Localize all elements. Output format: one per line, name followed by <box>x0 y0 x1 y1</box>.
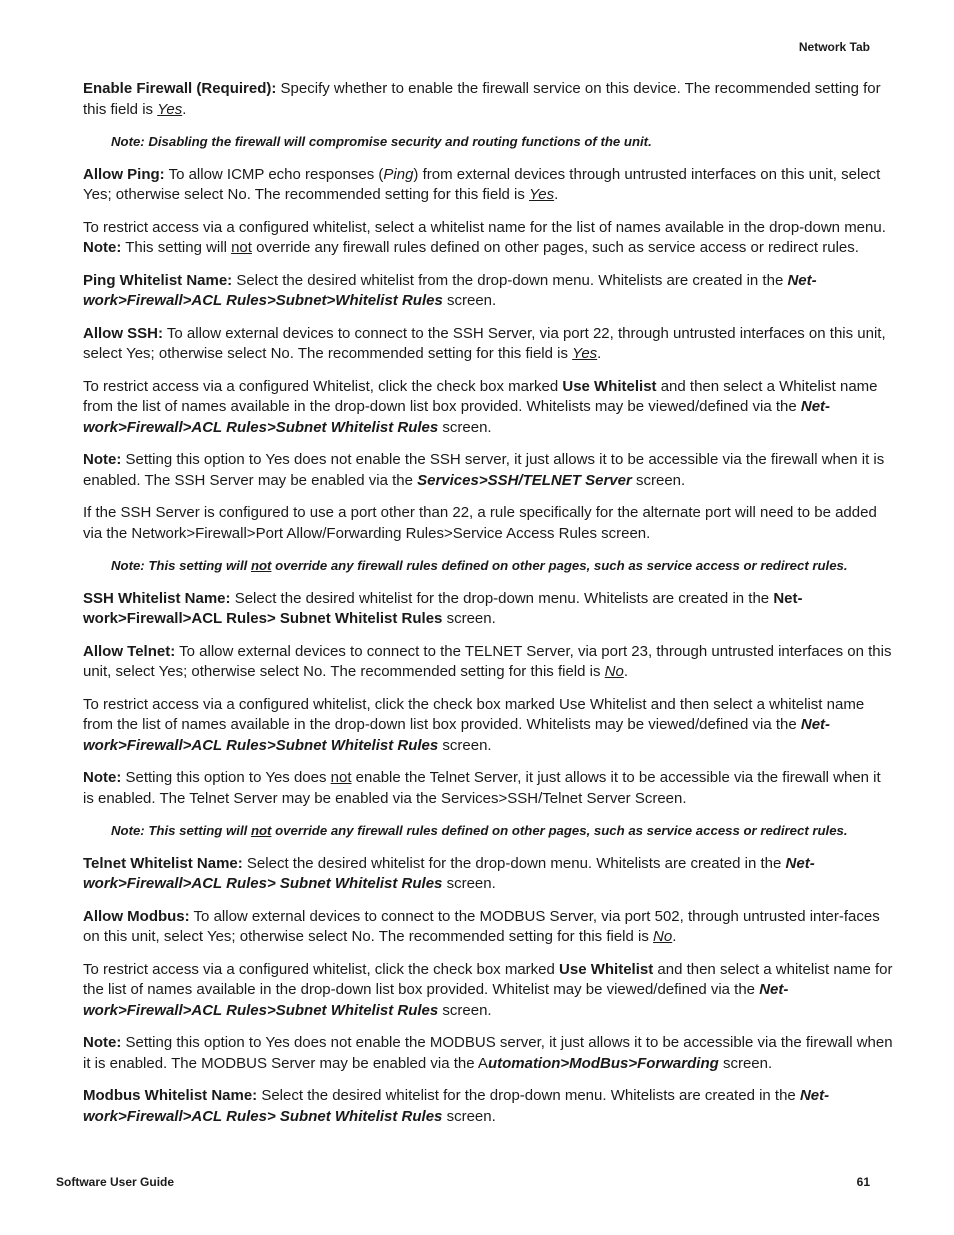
modbus-whitelist-name-paragraph <box>83 1086 895 1127</box>
body-text: screen. <box>442 610 496 627</box>
body-text: override any firewall rules defined on other pages, such as service access or redirect rules. <box>251 239 859 256</box>
telnet-whitelist-paragraph <box>83 695 895 757</box>
running-header: Network Tab <box>798 40 870 54</box>
menu-path: Services>SSH/TELNET Server <box>417 471 632 489</box>
body-text: To restrict access via a configured whitelist, click the check box marked Use Whitelist and then select a whitelist name from the list of names available in the drop-down list box provided. Whitelists may be viewed/defined via the <box>83 695 865 733</box>
body-text: screen. <box>442 1107 496 1125</box>
ssh-whitelist-name-paragraph <box>83 589 895 630</box>
field-label: Enable Firewall (Required): <box>83 80 277 97</box>
emphasis-not: not <box>250 558 272 573</box>
page-number: 61 <box>856 1175 870 1189</box>
field-label: Modbus Whitelist Name: <box>83 1087 258 1104</box>
body-text: screen. <box>631 471 686 489</box>
menu-path: Net-work>Firewall>ACL Rules> Subnet Whitelist Rules <box>83 589 803 627</box>
use-whitelist-term: Use Whitelist <box>559 960 654 978</box>
telnet-whitelist-name-paragraph <box>83 854 895 895</box>
body-text: screen. <box>438 1001 492 1019</box>
telnet-note-paragraph <box>83 768 895 809</box>
body-text: Select the desired whitelist for the drop-down menu. Whitelists are created in the <box>230 589 774 607</box>
telnet-override-note <box>111 821 895 842</box>
menu-path: Net-work>Firewall>ACL Rules>Subnet Whitelist Rules <box>83 716 831 754</box>
body-text: . <box>182 100 187 118</box>
note-label: Note: <box>83 451 122 468</box>
body-text: Specify whether to enable the firewall service on this device. The recommended setting for this field is <box>83 80 881 118</box>
enable-firewall-paragraph <box>83 79 895 120</box>
body-text: Setting this option to Yes does not enable the MODBUS server, it just allows it to be accessible via the firewall when it is enabled. The MODBUS Server may be enabled via the A <box>83 1034 893 1072</box>
modbus-note-paragraph <box>83 1033 895 1074</box>
emphasis-not: not <box>250 823 272 838</box>
use-whitelist-term: Use Whitelist <box>562 377 657 395</box>
note-text: Note: This setting will <box>111 558 251 573</box>
firewall-note: Note: Disabling the firewall will compromise security and routing functions of the unit. <box>111 134 652 149</box>
note-text: override any firewall rules defined on other pages, such as service access or redirect rules. <box>271 558 848 573</box>
note-label: Note: <box>83 769 122 786</box>
ssh-port-paragraph: If the SSH Server is configured to use a port other than 22, a rule specifically for the alternate port will need to be added via the Network>Firewall>Port Allow/Forwarding Rules>Service Access Rules screen. <box>83 504 877 542</box>
menu-path: Net-work>Firewall>ACL Rules> Subnet Whitelist Rules <box>83 1087 830 1125</box>
note-label: Note: <box>83 1034 122 1051</box>
allow-ssh-paragraph <box>83 324 895 365</box>
modbus-whitelist-paragraph <box>83 960 895 1022</box>
menu-path: utomation>ModBus>Forwarding <box>487 1054 719 1072</box>
menu-path: Net-work>Firewall>ACL Rules>Subnet Whitelist Rules <box>83 981 789 1019</box>
ssh-whitelist-paragraph <box>83 377 895 439</box>
recommended-value: Yes <box>529 186 555 203</box>
body-text: To allow ICMP echo responses ( <box>164 165 384 183</box>
body-text: To restrict access via a configured Whitelist, click the check box marked <box>83 377 563 395</box>
body-text: screen. <box>438 418 492 436</box>
body-text: . <box>623 663 629 680</box>
body-text: . <box>554 186 559 203</box>
body-text: This setting will <box>121 239 232 256</box>
page-body <box>83 79 895 1139</box>
body-text: Select the desired whitelist from the drop-down menu. Whitelists are created in the <box>232 271 788 289</box>
field-label: Allow Ping: <box>83 165 165 183</box>
body-text: Select the desired whitelist for the drop-down menu. Whitelists are created in the <box>242 854 786 872</box>
body-text: and then select a whitelist name for the list of names available in the drop-down list box provided. Whitelist may be viewed/defined via the <box>83 960 893 998</box>
field-label: Allow Telnet: <box>83 642 176 660</box>
body-text: screen. <box>438 736 492 754</box>
body-text: To restrict access via a configured whitelist, select a whitelist name for the list of names available in the drop-down menu. <box>83 218 886 236</box>
body-text: To restrict access via a configured whitelist, click the check box marked <box>83 960 560 978</box>
ssh-override-note <box>111 556 895 577</box>
body-text: To allow external devices to connect to the SSH Server, via port 22, through untrusted interfaces on this unit, select Yes; otherwise select No. The recommended setting for this field is <box>83 324 886 362</box>
recommended-value: No <box>653 928 673 945</box>
note-text: override any firewall rules defined on other pages, such as service access or redirect rules. <box>271 823 848 838</box>
ping-term: Ping <box>383 165 414 183</box>
emphasis-not: not <box>330 769 352 786</box>
ssh-note-paragraph <box>83 450 895 491</box>
field-label: Allow Modbus: <box>83 907 190 925</box>
recommended-value: No <box>604 663 624 680</box>
field-label: Telnet Whitelist Name: <box>83 854 243 872</box>
note-label: Note: <box>83 239 122 256</box>
body-text: To allow external devices to connect to the TELNET Server, via port 23, through untrusted interfaces on this unit, select Yes; otherwise select No. The recommended setting for this field is <box>83 642 892 680</box>
emphasis-not: not <box>231 239 252 256</box>
menu-path: Net-work>Firewall>ACL Rules> Subnet Whitelist Rules <box>83 854 815 892</box>
allow-telnet-paragraph <box>83 642 895 683</box>
menu-path: Net-work>Firewall>ACL Rules>Subnet Whitelist Rules <box>83 398 831 436</box>
note-text: Note: This setting will <box>111 823 251 838</box>
ping-whitelist-paragraph <box>83 218 895 259</box>
body-text: ) from external devices through untrusted interfaces on this unit, select Yes; otherwise select No. The recommended setting for this field is <box>83 165 881 203</box>
footer-guide-title: Software User Guide <box>56 1175 175 1189</box>
recommended-value: Yes <box>572 345 598 362</box>
body-text: enable the Telnet Server, it just allows it to be accessible via the firewall when it is enabled. The Telnet Server may be enabled via the Services>SSH/Telnet Server Screen. <box>83 769 881 807</box>
body-text: Setting this option to Yes does <box>121 769 331 786</box>
body-text: and then select a Whitelist name from the list of names available in the drop-down list box provided. Whitelists may be viewed/defined via the <box>83 377 878 415</box>
field-label: SSH Whitelist Name: <box>83 589 231 607</box>
recommended-value: Yes <box>157 100 183 118</box>
body-text: To allow external devices to connect to the MODBUS Server, via port 502, through untrusted inter-faces on this unit, select Yes; otherwise select No. The recommended setting for this field is <box>83 907 880 945</box>
field-label: Ping Whitelist Name: <box>83 271 233 289</box>
menu-path: Net-work>Firewall>ACL Rules>Subnet>Whitelist Rules <box>83 271 817 309</box>
allow-modbus-paragraph <box>83 907 895 948</box>
body-text: Setting this option to Yes does not enable the SSH server, it just allows it to be accessible via the firewall when it is enabled. The SSH Server may be enabled via the <box>83 451 885 489</box>
body-text: . <box>672 928 677 945</box>
allow-ping-paragraph <box>83 165 895 206</box>
body-text: screen. <box>442 875 496 892</box>
body-text: screen. <box>718 1054 773 1072</box>
field-label: Allow SSH: <box>83 324 164 342</box>
body-text: Select the desired whitelist for the drop-down menu. Whitelists are created in the <box>257 1087 800 1104</box>
ping-whitelist-name-paragraph <box>83 271 895 312</box>
body-text: . <box>597 345 602 362</box>
body-text: screen. <box>442 292 497 309</box>
